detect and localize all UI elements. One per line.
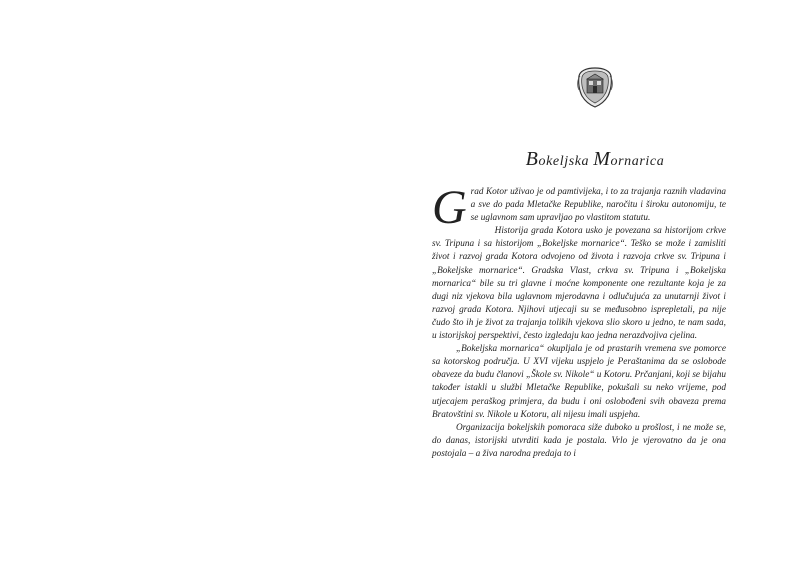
paragraph-1: rad Kotor uživao je od pamtivijeka, i to za trajanja raznih vladavina a sve do pada Mletačke Republike, naročitu i široku autonomiju, te se uglavnom sam upravljao po vlastitom statutu.	[470, 187, 726, 224]
title-word-1-rest: okeljska	[538, 154, 590, 169]
title-initial-m: M	[593, 148, 611, 170]
paragraph-2: Historija grada Kotora usko je povezana sa historijom crkve sv. Tripuna i sa historijom „Bokeljske mornarice“. Teško se može i zamisliti život i razvoj grada Kotora odvojeno od života i razvoja crkve sv. Tripuna i „Bokeljske mornarice“. Gradska Vlast, crkva sv. Tripuna i „Bokeljska mornarica“ bile su tri glavne i moćne komponente one rezultante koja je za dugi niz vjekova bila uglavnom mjerodavna i odlučujuća za unutarnji život i razvoj grada Kotora. Njihovi utjecaji su se međusobno isprepletali, pa nije čudo što ih je život za trajanja tolikih vjekova slio skoro u jedno, te nam sada, u istorijskoj perspektivi, često izgledaju kao jedna nerazdvojiva cjelina.	[432, 226, 726, 342]
chapter-title	[480, 148, 710, 171]
paragraph-4: Organizacija bokeljskih pomoraca siže duboko u prošlost, i ne može se, do danas, istorijski utvrditi kada je postala. Vrlo je vjerovatno da je ona postojala – a živa narodna predaja to i	[432, 422, 726, 459]
title-word-2-rest: ornarica	[610, 154, 665, 169]
title-initial-b: B	[525, 148, 539, 170]
drop-cap: G	[432, 181, 467, 234]
coat-of-arms-icon	[576, 66, 614, 108]
paragraph-3: „Bokeljska mornarica“ okupljala je od prastarih vremena sve pomorce sa kotorskog područja. U XVI vijeku uspjelo je Peraštanima da se oslobode obaveze da budu članovi „Škole sv. Nikole“ u Kotoru. Prčanjani, koji se bijahu također istakli u službi Mletačke Republike, pokušali su neko vrijeme, pod utjecajem peraškog primjera, da budu i oni oslobođeni svih obaveza prema Bratovštini sv. Nikole u Kotoru, ali nijesu imali uspjeha.	[432, 344, 726, 420]
body-text	[432, 181, 726, 461]
